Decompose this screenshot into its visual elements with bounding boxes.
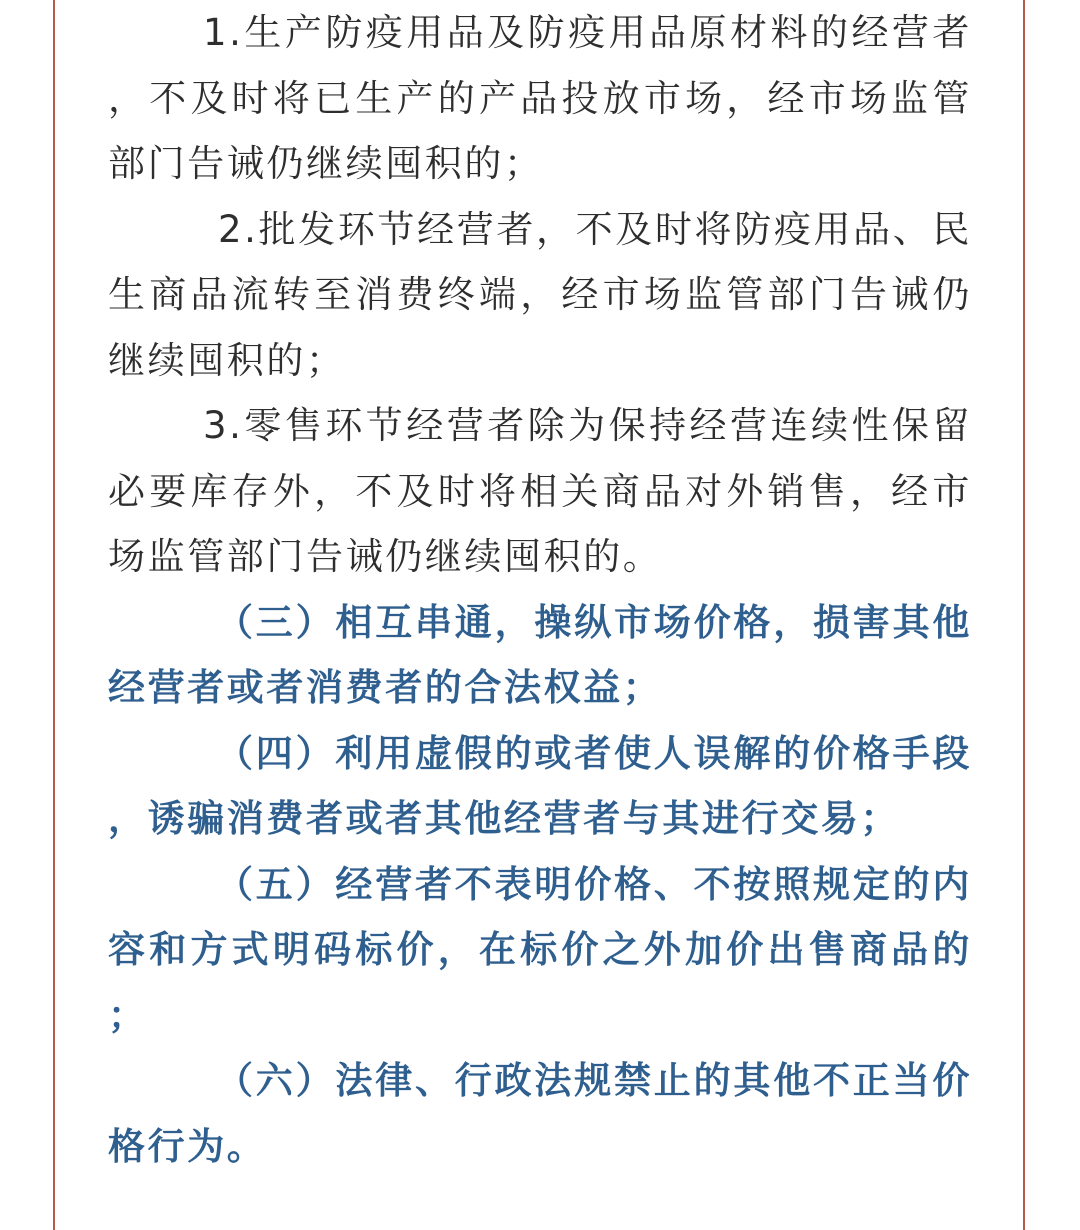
document-body — [108, 0, 972, 1179]
clause-three: （三）相互串通，操纵市场价格，损害其他经营者或者消费者的合法权益； — [108, 600, 972, 709]
clause-five: （五）经营者不表明价格、不按照规定的内容和方式明码标价，在标价之外加价出售商品的； — [108, 862, 972, 1037]
list-item-1: 1.生产防疫用品及防疫用品原材料的经营者，不及时将已生产的产品投放市场，经市场监管部门告诫仍继续囤积的； — [108, 11, 972, 185]
clause-six: （六）法律、行政法规禁止的其他不正当价格行为。 — [108, 1059, 972, 1168]
clause-four: （四）利用虚假的或者使人误解的价格手段，诱骗消费者或者其他经营者与其进行交易； — [108, 731, 972, 840]
list-item-3: 3.零售环节经营者除为保持经营连续性保留必要库存外，不及时将相关商品对外销售，经市场监管部门告诫仍继续囤积的。 — [108, 404, 972, 578]
list-item-2: 2.批发环节经营者，不及时将防疫用品、民生商品流转至消费终端，经市场监管部门告诫仍继续囤积的； — [108, 207, 972, 382]
